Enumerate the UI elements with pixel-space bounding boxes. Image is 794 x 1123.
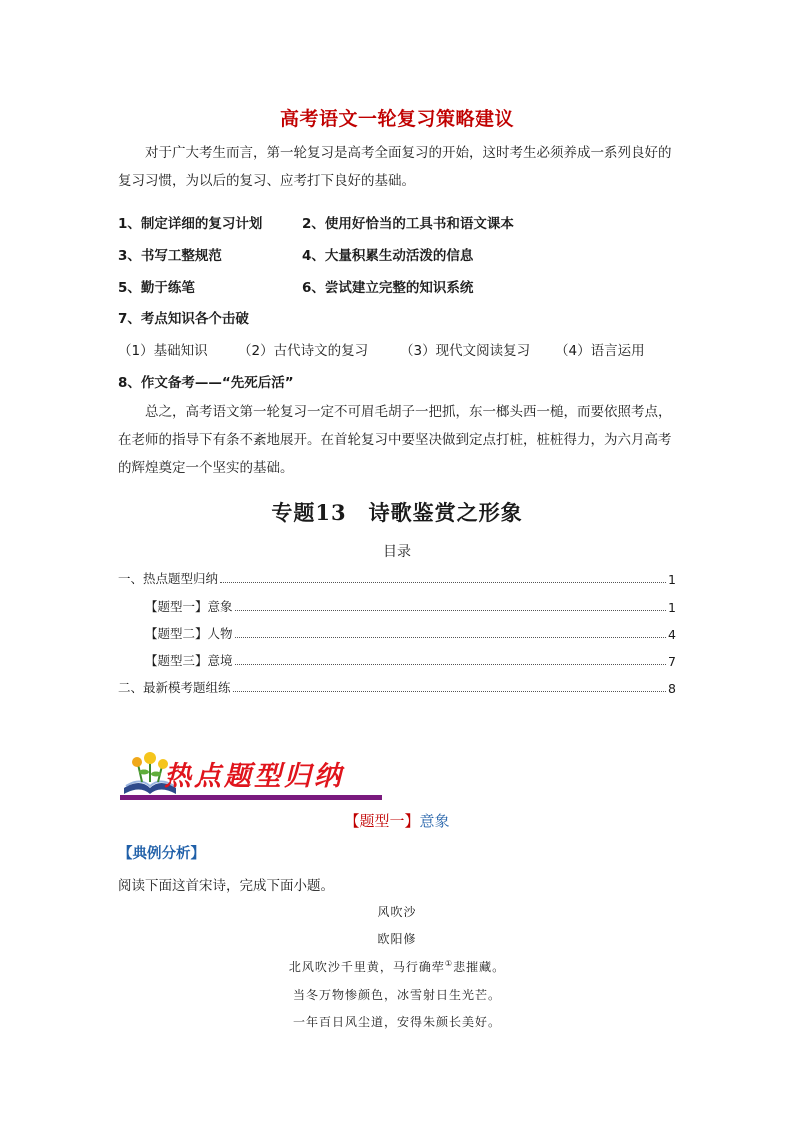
toc-entry-label: 一、热点题型归纳 <box>118 571 219 586</box>
banner-title: 热点题型归纳 <box>164 761 344 792</box>
reading-instruction: 阅读下面这首宋诗，完成下面小题。 <box>118 878 334 894</box>
toc-entry-label: 【题型二】人物 <box>145 626 233 641</box>
toc-dot-leader <box>235 663 667 665</box>
toc-entry-2[interactable] <box>145 597 676 615</box>
strategy-item-6: 6、尝试建立完整的知识系统 <box>302 280 474 296</box>
toc-dot-leader <box>233 690 667 692</box>
toc-entry-5[interactable] <box>118 678 676 696</box>
banner-underline <box>120 795 382 800</box>
topic-title: 专题13 诗歌鉴赏之形象 <box>271 500 523 525</box>
poem-line-1 <box>0 958 794 975</box>
toc-entry-label: 二、最新模考题组练 <box>118 680 231 695</box>
toc-entry-label: 【题型三】意境 <box>145 653 233 668</box>
subitem-4: （4）语言运用 <box>555 343 645 359</box>
strategy-item-7: 7、考点知识各个击破 <box>118 311 249 327</box>
toc-entry-1[interactable] <box>118 569 676 587</box>
toc-entry-page: 8 <box>668 681 676 696</box>
conclusion-paragraph <box>118 398 678 482</box>
footnote-marker[interactable]: ① <box>444 959 454 968</box>
toc-dot-leader <box>235 636 667 638</box>
question-type-heading <box>0 810 794 831</box>
poem-title: 风吹沙 <box>377 905 417 919</box>
toc-entry-3[interactable] <box>145 624 676 642</box>
toc-entry-page: 4 <box>668 627 676 642</box>
question-type-label: 【题型一】 <box>344 812 420 830</box>
intro-paragraph <box>118 139 678 195</box>
subitem-3: （3）现代文阅读复习 <box>400 343 531 359</box>
toc-entry-page: 1 <box>668 600 676 615</box>
section-banner <box>120 748 382 804</box>
conclusion-text: 总之，高考语文第一轮复习一定不可眉毛胡子一把抓，东一榔头西一槌，而要依照考点，在老师的指导下有条不紊地展开。在首轮复习中要坚决做到定点打桩，桩桩得力，为六月高考的辉煌奠定一个坚实的基础。 <box>118 404 672 476</box>
strategy-title: 高考语文一轮复习策略建议 <box>279 108 514 130</box>
poem-line-3: 一年百日风尘道，安得朱颜长美好。 <box>292 1015 501 1029</box>
toc-entry-4[interactable] <box>145 651 676 669</box>
question-type-name: 意象 <box>419 812 450 830</box>
poem-line-2: 当冬万物惨颜色，冰雪射日生光芒。 <box>292 988 501 1002</box>
strategy-item-5: 5、勤于练笔 <box>118 280 195 296</box>
intro-text: 对于广大考生而言，第一轮复习是高考全面复习的开始，这时考生必须养成一系列良好的复习习惯，为以后的复习、应考打下良好的基础。 <box>118 145 672 189</box>
toc-entry-page: 7 <box>668 654 676 669</box>
strategy-item-2: 2、使用好恰当的工具书和语文课本 <box>302 216 514 232</box>
strategy-item-1: 1、制定详细的复习计划 <box>118 216 263 232</box>
toc-entry-label: 【题型一】意象 <box>145 599 233 614</box>
strategy-item-3: 3、书写工整规范 <box>118 248 222 264</box>
toc-title: 目录 <box>383 544 411 560</box>
toc-entry-page: 1 <box>668 572 676 587</box>
toc-dot-leader <box>220 581 666 583</box>
subitem-2: （2）古代诗文的复习 <box>238 343 369 359</box>
toc-dot-leader <box>235 609 667 611</box>
strategy-item-8: 8、作文备考——“先死后活” <box>118 375 294 391</box>
poem-line-1-end: 悲摧藏。 <box>453 960 506 974</box>
strategy-item-4: 4、大量积累生动活泼的信息 <box>302 248 474 264</box>
subitem-1: （1）基础知识 <box>118 343 208 359</box>
poem-line-1-start: 北风吹沙千里黄，马行确荦 <box>288 960 445 974</box>
poem-author: 欧阳修 <box>377 932 417 946</box>
example-analysis-label: 【典例分析】 <box>118 846 205 862</box>
